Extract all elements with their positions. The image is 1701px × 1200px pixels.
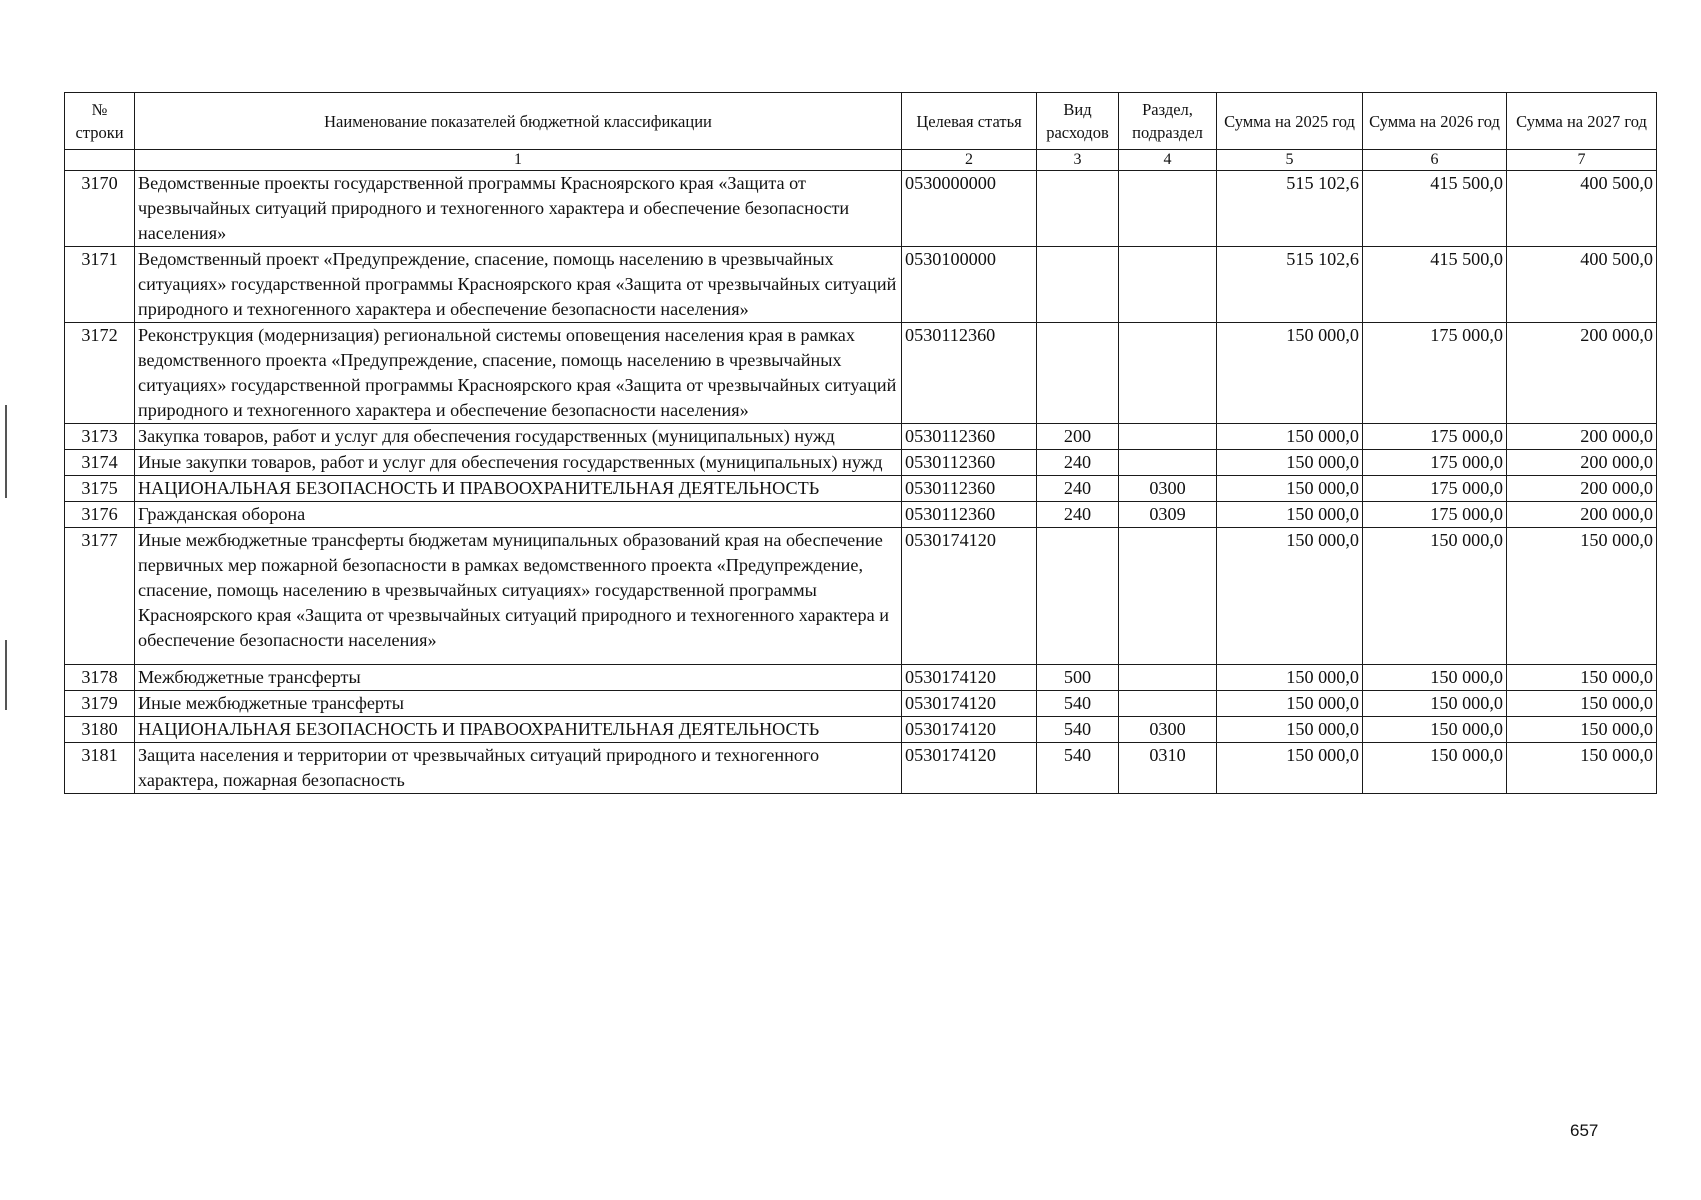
header-expense-type: Вид расходов <box>1037 93 1119 150</box>
indicator-name: НАЦИОНАЛЬНАЯ БЕЗОПАСНОСТЬ И ПРАВООХРАНИТЕЛЬНАЯ ДЕЯТЕЛЬНОСТЬ <box>135 476 902 502</box>
section-code <box>1119 665 1217 691</box>
sum-2026: 150 000,0 <box>1363 665 1507 691</box>
section-code <box>1119 424 1217 450</box>
section-code: 0300 <box>1119 717 1217 743</box>
expense-type: 240 <box>1037 476 1119 502</box>
sum-2026: 415 500,0 <box>1363 171 1507 247</box>
header-row-number: № строки <box>65 93 135 150</box>
header-sum-2027: Сумма на 2027 год <box>1507 93 1657 150</box>
row-number: 3173 <box>65 424 135 450</box>
expense-type: 540 <box>1037 717 1119 743</box>
page-number: 657 <box>1570 1121 1599 1140</box>
indicator-name: Ведомственные проекты государственной программы Красноярского края «Защита от чрезвычайных ситуаций природного и техногенного характера и обеспечение безопасности населения» <box>135 171 902 247</box>
sum-2027: 400 500,0 <box>1507 247 1657 323</box>
table-row <box>65 171 1657 247</box>
sum-2027: 200 000,0 <box>1507 424 1657 450</box>
indicator-name: Межбюджетные трансферты <box>135 665 902 691</box>
expense-type <box>1037 528 1119 665</box>
section-code: 0300 <box>1119 476 1217 502</box>
indicator-name: НАЦИОНАЛЬНАЯ БЕЗОПАСНОСТЬ И ПРАВООХРАНИТЕЛЬНАЯ ДЕЯТЕЛЬНОСТЬ <box>135 717 902 743</box>
header-name: Наименование показателей бюджетной классификации <box>135 93 902 150</box>
indicator-name: Гражданская оборона <box>135 502 902 528</box>
table-row <box>65 424 1657 450</box>
row-number: 3179 <box>65 691 135 717</box>
budget-table <box>64 92 1657 794</box>
indicator-name: Иные закупки товаров, работ и услуг для обеспечения государственных (муниципальных) нужд <box>135 450 902 476</box>
indicator-name: Ведомственный проект «Предупреждение, спасение, помощь населению в чрезвычайных ситуациях» государственной программы Красноярского края «Защита от чрезвычайных ситуаций природного и техногенного характера и обеспечение безопасности населения» <box>135 247 902 323</box>
sum-2027: 200 000,0 <box>1507 450 1657 476</box>
sum-2025: 150 000,0 <box>1217 743 1363 794</box>
sum-2027: 400 500,0 <box>1507 171 1657 247</box>
row-number: 3171 <box>65 247 135 323</box>
scan-margin-mark <box>5 640 7 710</box>
expense-type <box>1037 323 1119 424</box>
section-code <box>1119 171 1217 247</box>
sum-2027: 150 000,0 <box>1507 691 1657 717</box>
target-article: 0530174120 <box>902 717 1037 743</box>
row-number: 3176 <box>65 502 135 528</box>
section-code <box>1119 450 1217 476</box>
table-row <box>65 665 1657 691</box>
sum-2025: 515 102,6 <box>1217 171 1363 247</box>
row-number: 3174 <box>65 450 135 476</box>
column-number: 7 <box>1507 150 1657 171</box>
sum-2025: 150 000,0 <box>1217 665 1363 691</box>
column-number: 1 <box>135 150 902 171</box>
sum-2025: 150 000,0 <box>1217 528 1363 665</box>
sum-2027: 150 000,0 <box>1507 743 1657 794</box>
sum-2026: 175 000,0 <box>1363 450 1507 476</box>
row-number: 3175 <box>65 476 135 502</box>
expense-type: 540 <box>1037 691 1119 717</box>
indicator-name: Иные межбюджетные трансферты <box>135 691 902 717</box>
expense-type <box>1037 247 1119 323</box>
sum-2026: 150 000,0 <box>1363 691 1507 717</box>
row-number: 3172 <box>65 323 135 424</box>
row-number: 3180 <box>65 717 135 743</box>
sum-2026: 150 000,0 <box>1363 743 1507 794</box>
expense-type <box>1037 171 1119 247</box>
target-article: 0530174120 <box>902 691 1037 717</box>
sum-2027: 200 000,0 <box>1507 502 1657 528</box>
sum-2026: 150 000,0 <box>1363 528 1507 665</box>
table-row <box>65 502 1657 528</box>
header-target-article: Целевая статья <box>902 93 1037 150</box>
section-code: 0309 <box>1119 502 1217 528</box>
sum-2027: 150 000,0 <box>1507 528 1657 665</box>
section-code <box>1119 528 1217 665</box>
table-row <box>65 743 1657 794</box>
section-code: 0310 <box>1119 743 1217 794</box>
table-row <box>65 691 1657 717</box>
section-code <box>1119 691 1217 717</box>
column-number-row <box>65 150 1657 171</box>
target-article: 0530100000 <box>902 247 1037 323</box>
header-row <box>65 93 1657 150</box>
target-article: 0530174120 <box>902 528 1037 665</box>
row-number: 3181 <box>65 743 135 794</box>
header-sum-2026: Сумма на 2026 год <box>1363 93 1507 150</box>
indicator-name: Защита населения и территории от чрезвычайных ситуаций природного и техногенного характера, пожарная безопасность <box>135 743 902 794</box>
sum-2025: 150 000,0 <box>1217 691 1363 717</box>
header-sum-2025: Сумма на 2025 год <box>1217 93 1363 150</box>
sum-2027: 150 000,0 <box>1507 717 1657 743</box>
sum-2026: 175 000,0 <box>1363 476 1507 502</box>
table-row <box>65 450 1657 476</box>
expense-type: 500 <box>1037 665 1119 691</box>
table-row <box>65 476 1657 502</box>
indicator-name: Реконструкция (модернизация) региональной системы оповещения населения края в рамках ведомственного проекта «Предупреждение, спасение, помощь населению в чрезвычайных ситуациях» государственной программы Красноярского края «Защита от чрезвычайных ситуаций природного и техногенного характера и обеспечение безопасности населения» <box>135 323 902 424</box>
expense-type: 240 <box>1037 502 1119 528</box>
section-code <box>1119 323 1217 424</box>
target-article: 0530112360 <box>902 323 1037 424</box>
row-number: 3178 <box>65 665 135 691</box>
sum-2025: 150 000,0 <box>1217 450 1363 476</box>
column-number: 5 <box>1217 150 1363 171</box>
target-article: 0530112360 <box>902 476 1037 502</box>
sum-2026: 175 000,0 <box>1363 323 1507 424</box>
sum-2025: 150 000,0 <box>1217 424 1363 450</box>
target-article: 0530000000 <box>902 171 1037 247</box>
target-article: 0530174120 <box>902 743 1037 794</box>
column-number <box>65 150 135 171</box>
column-number: 2 <box>902 150 1037 171</box>
sum-2025: 150 000,0 <box>1217 502 1363 528</box>
scan-margin-mark <box>5 405 7 498</box>
sum-2027: 150 000,0 <box>1507 665 1657 691</box>
target-article: 0530112360 <box>902 450 1037 476</box>
target-article: 0530112360 <box>902 424 1037 450</box>
sum-2025: 150 000,0 <box>1217 323 1363 424</box>
sum-2026: 175 000,0 <box>1363 424 1507 450</box>
header-section: Раздел, подраздел <box>1119 93 1217 150</box>
sum-2025: 150 000,0 <box>1217 476 1363 502</box>
column-number: 6 <box>1363 150 1507 171</box>
table-row <box>65 323 1657 424</box>
expense-type: 200 <box>1037 424 1119 450</box>
column-number: 4 <box>1119 150 1217 171</box>
sum-2025: 150 000,0 <box>1217 717 1363 743</box>
sum-2027: 200 000,0 <box>1507 323 1657 424</box>
column-number: 3 <box>1037 150 1119 171</box>
expense-type: 540 <box>1037 743 1119 794</box>
sum-2026: 415 500,0 <box>1363 247 1507 323</box>
expense-type: 240 <box>1037 450 1119 476</box>
table-row <box>65 247 1657 323</box>
table-row <box>65 717 1657 743</box>
indicator-name: Закупка товаров, работ и услуг для обеспечения государственных (муниципальных) нужд <box>135 424 902 450</box>
indicator-name: Иные межбюджетные трансферты бюджетам муниципальных образований края на обеспечение первичных мер пожарной безопасности в рамках ведомственного проекта «Предупреждение, спасение, помощь населению в чрезвычайных ситуациях» государственной программы Красноярского края «Защита от чрезвычайных ситуаций природного и техногенного характера и обеспечение безопасности населения» <box>135 528 902 665</box>
target-article: 0530174120 <box>902 665 1037 691</box>
sum-2027: 200 000,0 <box>1507 476 1657 502</box>
section-code <box>1119 247 1217 323</box>
sum-2026: 150 000,0 <box>1363 717 1507 743</box>
row-number: 3177 <box>65 528 135 665</box>
target-article: 0530112360 <box>902 502 1037 528</box>
table-row <box>65 528 1657 665</box>
sum-2026: 175 000,0 <box>1363 502 1507 528</box>
row-number: 3170 <box>65 171 135 247</box>
sum-2025: 515 102,6 <box>1217 247 1363 323</box>
